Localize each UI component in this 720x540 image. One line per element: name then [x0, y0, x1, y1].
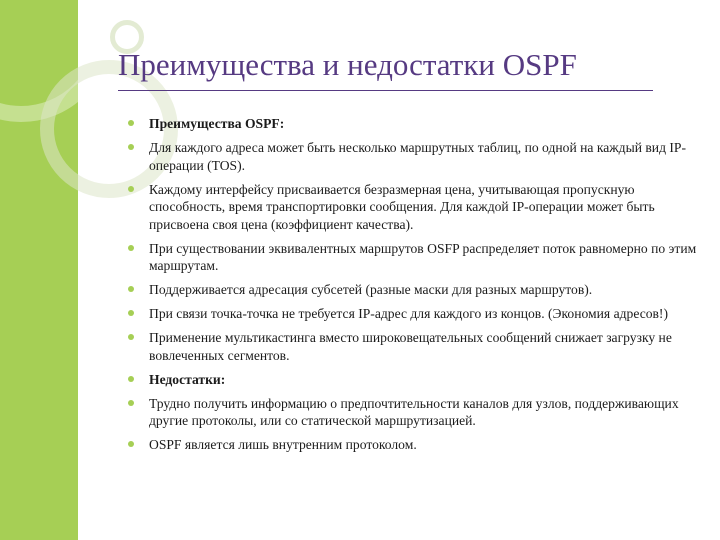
bullet-item	[122, 139, 697, 174]
bullet-dot-icon	[128, 376, 134, 382]
title-underline	[118, 90, 653, 91]
bullet-item	[122, 371, 697, 389]
bullet-dot-icon	[128, 400, 134, 406]
slide-title: Преимущества и недостатки OSPF	[118, 47, 577, 82]
bullet-text: Трудно получить информацию о предпочтительности каналов для узлов, поддерживающих другие протоколы, или со статической маршрутизацией.	[149, 395, 679, 428]
bullet-item	[122, 281, 697, 299]
bullet-item	[122, 395, 697, 430]
bullet-dot-icon	[128, 334, 134, 340]
bullet-item	[122, 305, 697, 323]
bullet-dot-icon	[128, 310, 134, 316]
bullet-item	[122, 115, 697, 133]
bullet-item	[122, 329, 697, 364]
bullet-text: При существовании эквивалентных маршрутов OSFP распределяет поток равномерно по этим маршрутам.	[149, 240, 697, 273]
bullet-dot-icon	[128, 441, 134, 447]
bullet-dot-icon	[128, 286, 134, 292]
bullet-text: Поддерживается адресация субсетей (разные маски для разных маршрутов).	[149, 282, 593, 297]
bullet-dot-icon	[128, 245, 134, 251]
bullet-dot-icon	[128, 120, 134, 126]
bullet-text: Недостатки:	[149, 371, 226, 387]
bullet-text: OSPF является лишь внутренним протоколом.	[149, 437, 417, 452]
bullet-text: При связи точка-точка не требуется IP-адрес для каждого из концов. (Экономия адресов!)	[149, 306, 668, 321]
bullet-text: Преимущества OSPF:	[149, 116, 285, 131]
bullet-dot-icon	[128, 186, 134, 192]
bullet-item	[122, 181, 697, 234]
bullet-item	[122, 436, 697, 454]
bullet-text: Каждому интерфейсу присваивается безразмерная цена, учитывающая пропускную способность, время транспортировки сообщения. Для каждой IP-операции может быть присвоена своя цена (коэффициент качества).	[149, 181, 655, 232]
bullet-list	[122, 115, 697, 460]
bullet-text: Применение мультикастинга вместо широковещательных сообщений снижает загрузку не вовлеченных сегментов.	[149, 330, 672, 363]
bullet-dot-icon	[128, 144, 134, 150]
bullet-text: Для каждого адреса может быть несколько маршрутных таблиц, по одной на каждый вид IP-операции (TOS).	[149, 140, 686, 173]
bullet-item	[122, 240, 697, 275]
